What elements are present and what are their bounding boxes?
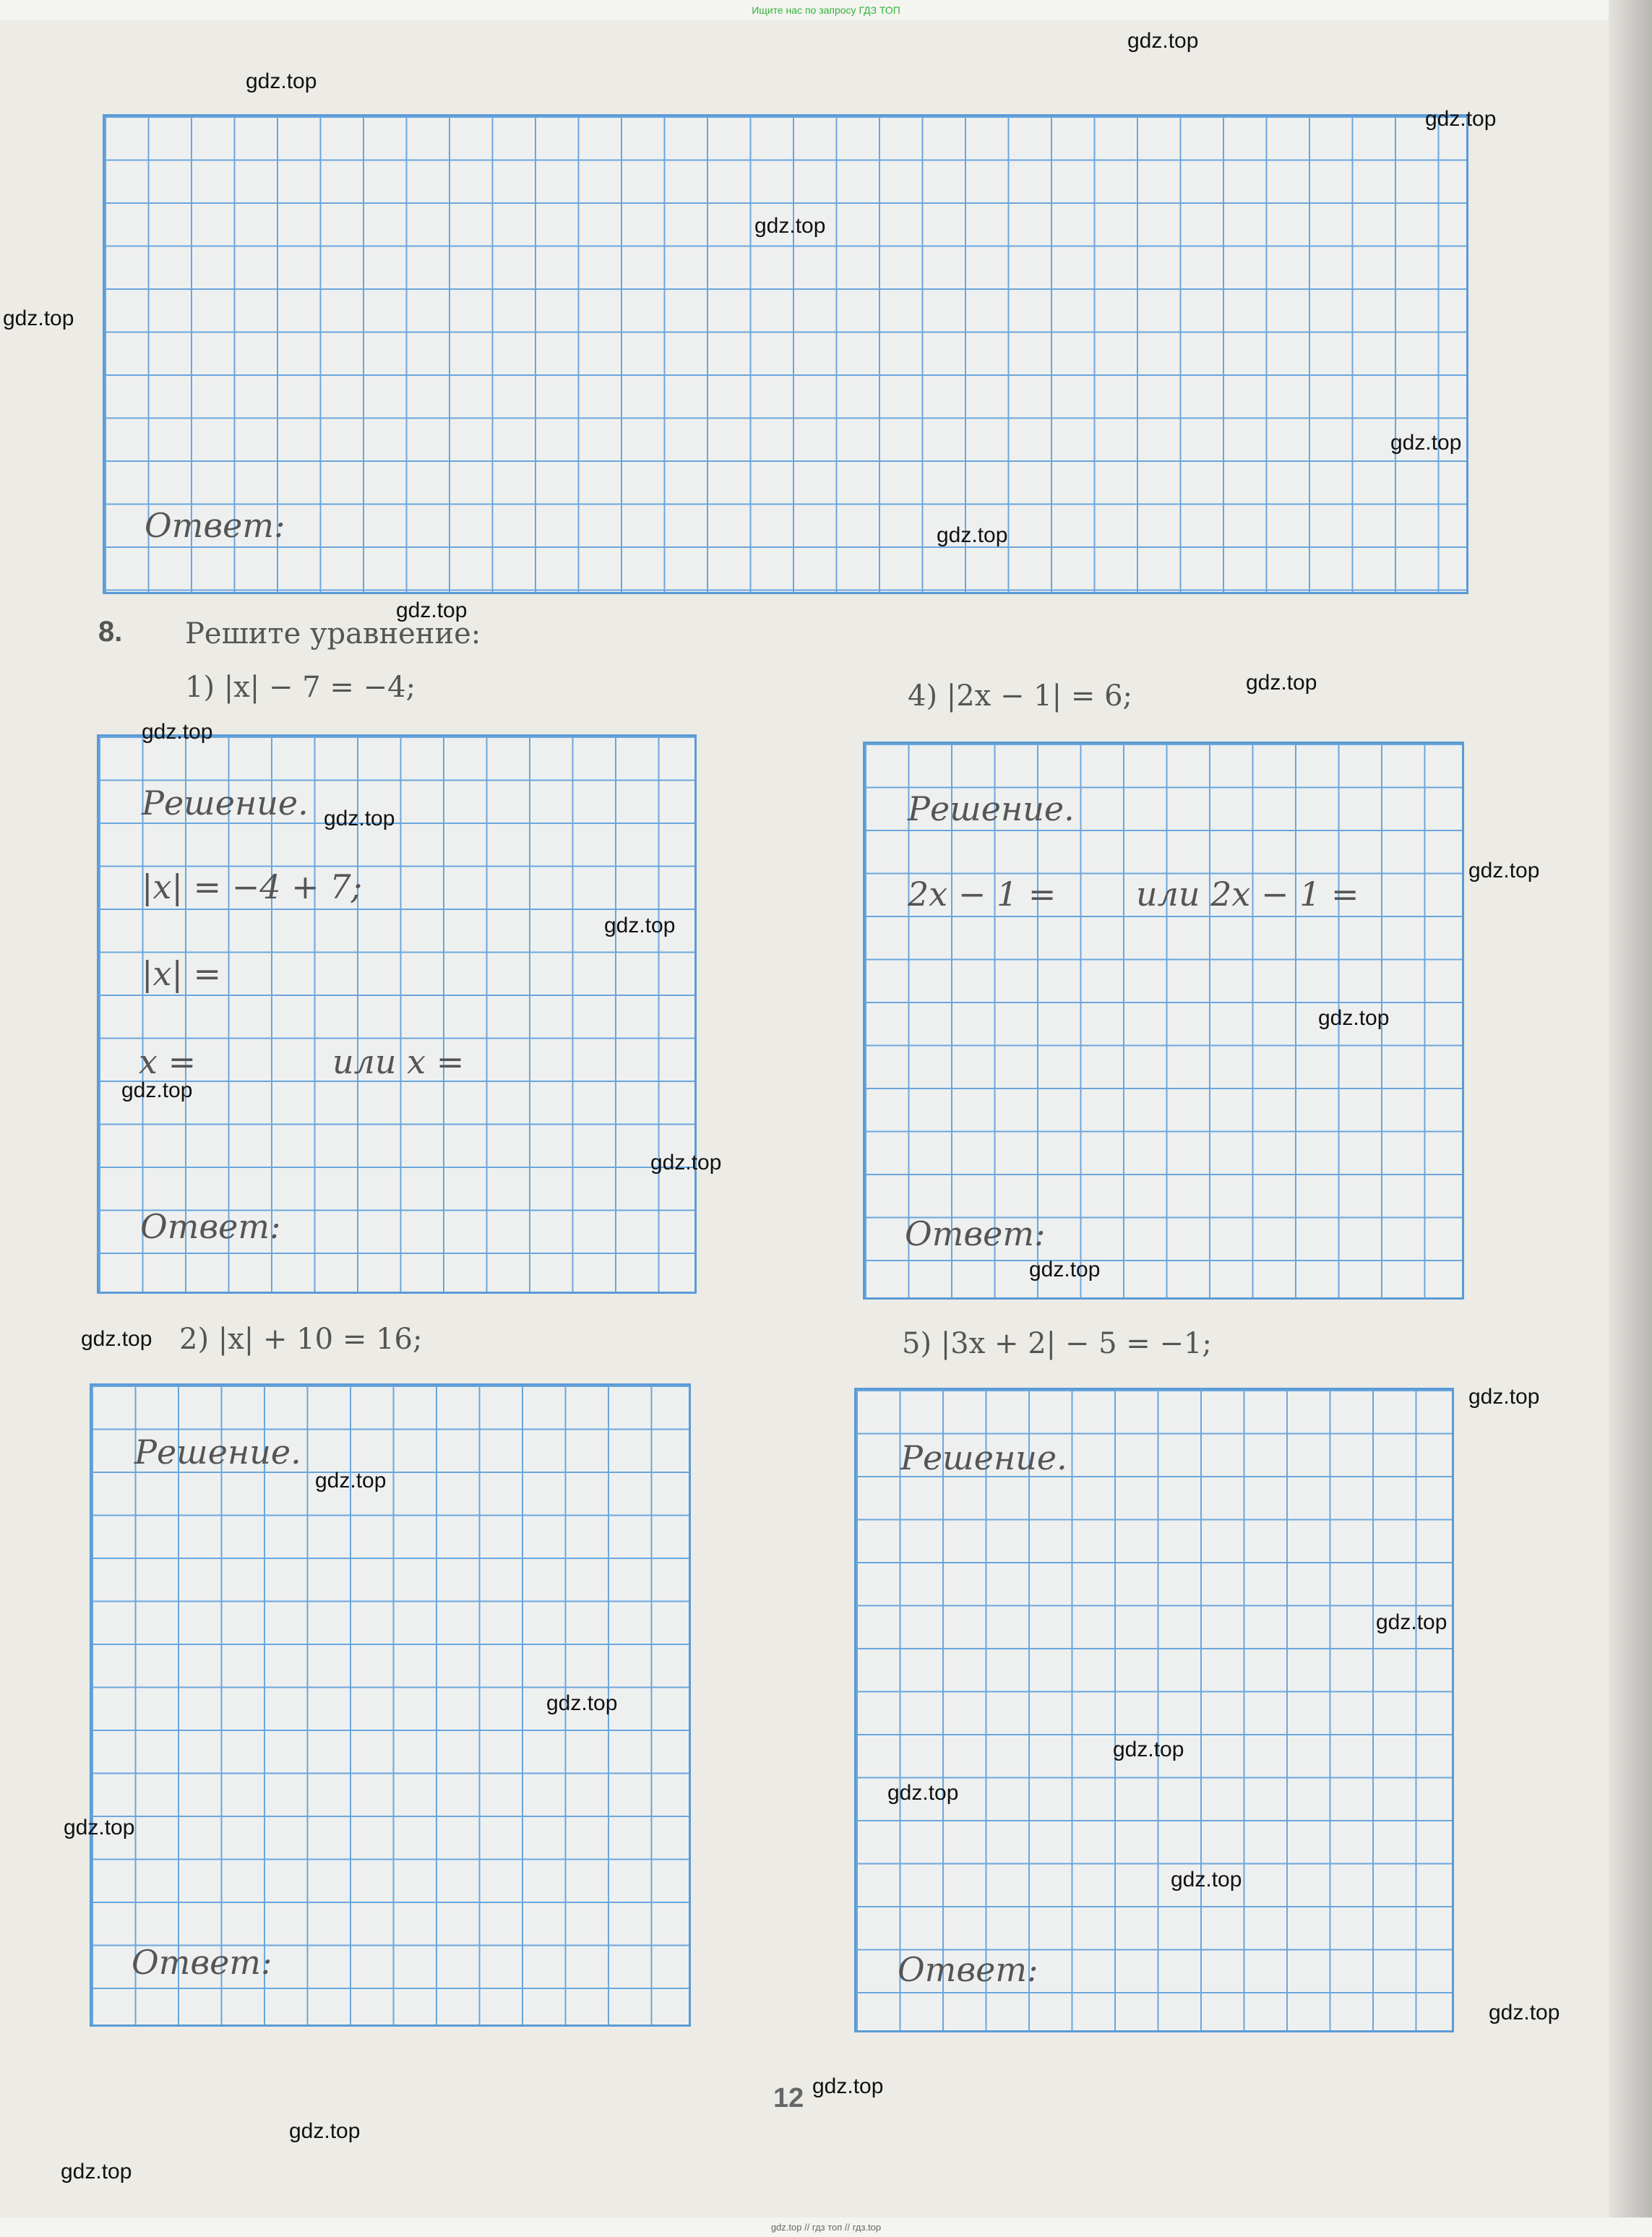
watermark: gdz.top <box>142 720 213 744</box>
watermark: gdz.top <box>650 1151 722 1175</box>
item-1-answer-label: Ответ: <box>140 1207 281 1246</box>
watermark: gdz.top <box>1390 431 1462 455</box>
watermark: gdz.top <box>887 1781 959 1805</box>
item-1-line-3b: или x = <box>332 1042 465 1081</box>
watermark: gdz.top <box>289 2119 361 2143</box>
item-4-answer-label: Ответ: <box>905 1214 1046 1253</box>
watermark: gdz.top <box>396 598 468 622</box>
watermark: gdz.top <box>1171 1868 1242 1892</box>
watermark: gdz.top <box>1489 2001 1560 2025</box>
item-1-label: 1) |x| − 7 = −4; <box>185 671 416 704</box>
watermark: gdz.top <box>246 69 317 93</box>
watermark: gdz.top <box>64 1816 135 1839</box>
watermark: gdz.top <box>546 1691 618 1715</box>
watermark: gdz.top <box>121 1078 193 1102</box>
item-1-solution-label: Решение. <box>142 783 309 823</box>
watermark: gdz.top <box>1425 107 1497 131</box>
item-1-line-2: |x| = <box>142 954 222 993</box>
item-4-solution-label: Решение. <box>908 789 1075 828</box>
page-number: 12 <box>773 2083 804 2113</box>
item-1-line-1: |x| = −4 + 7; <box>142 867 363 906</box>
item-5-answer-label: Ответ: <box>898 1950 1038 1989</box>
watermark: gdz.top <box>315 1469 387 1493</box>
task-number: 8. <box>98 616 123 648</box>
item-2-answer-label: Ответ: <box>132 1943 272 1982</box>
watermark: gdz.top <box>81 1327 152 1351</box>
top-answer-label: Ответ: <box>145 506 285 545</box>
item-1-line-3a: x = <box>139 1042 197 1081</box>
task-instruction: Решите уравнение: <box>185 617 481 651</box>
watermark: gdz.top <box>1318 1006 1390 1030</box>
item-4-line-1a: 2x − 1 = <box>908 875 1057 914</box>
watermark: gdz.top <box>1113 1738 1184 1761</box>
watermark: gdz.top <box>3 306 74 330</box>
watermark: gdz.top <box>1127 29 1199 53</box>
item-5-solution-label: Решение. <box>900 1438 1067 1477</box>
watermark: gdz.top <box>1029 1258 1101 1281</box>
page-edge-shadow <box>1609 0 1652 2237</box>
watermark: gdz.top <box>1376 1610 1447 1634</box>
watermark: gdz.top <box>1468 1385 1540 1409</box>
watermark: gdz.top <box>754 214 826 238</box>
top-banner: Ищите нас по запросу ГДЗ ТОП <box>0 0 1652 20</box>
item-2-label: 2) |x| + 10 = 16; <box>179 1323 423 1356</box>
watermark: gdz.top <box>1468 859 1540 883</box>
watermark: gdz.top <box>812 2074 884 2098</box>
grid-item-5 <box>854 1388 1454 2032</box>
watermark: gdz.top <box>937 523 1008 547</box>
bottom-banner: gdz.top // гдз топ // гдз.top <box>0 2217 1652 2237</box>
watermark: gdz.top <box>604 914 676 937</box>
watermark: gdz.top <box>1246 671 1317 695</box>
item-4-label: 4) |2x − 1| = 6; <box>908 679 1132 713</box>
watermark: gdz.top <box>61 2160 132 2184</box>
item-5-label: 5) |3x + 2| − 5 = −1; <box>902 1327 1212 1360</box>
item-2-solution-label: Решение. <box>134 1433 301 1472</box>
watermark: gdz.top <box>324 807 395 830</box>
grid-top <box>103 114 1468 594</box>
item-4-line-1b: или 2x − 1 = <box>1136 875 1359 914</box>
